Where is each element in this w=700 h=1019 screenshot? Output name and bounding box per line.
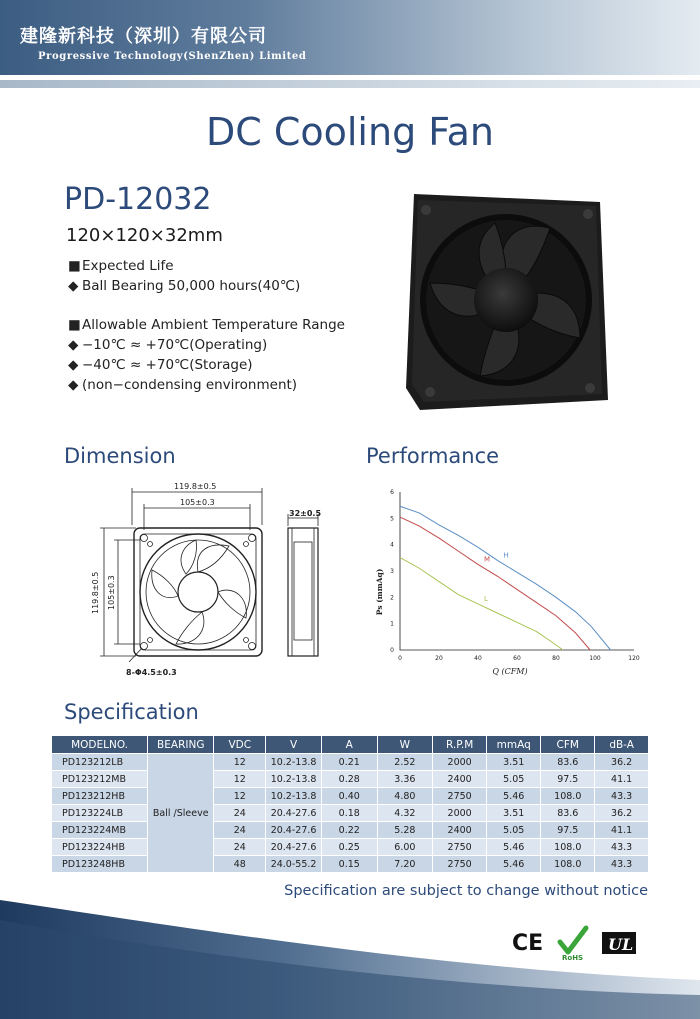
x-tick-label: 100 [589,655,601,662]
col-header-a: A [321,736,377,754]
cell-rpm: 2750 [433,788,487,805]
section-dimension: Dimension [64,444,176,468]
col-header-v: V [266,736,322,754]
cell-dba: 43.3 [595,856,649,873]
cell-model: PD123224HB [52,839,148,856]
cell-v: 10.2-13.8 [266,754,322,771]
diamond-bullet-icon: ◆ [68,337,79,353]
cell-model: PD123224MB [52,822,148,839]
y-tick-label: 3 [390,568,394,575]
table-row [52,822,649,839]
cell-vdc: 12 [214,771,266,788]
cell-dba: 41.1 [595,822,649,839]
series-label-L: L [484,594,488,603]
feature-text: (non−condensing environment) [82,377,298,393]
cell-w: 7.20 [377,856,433,873]
cell-vdc: 48 [214,856,266,873]
diamond-bullet-icon: ◆ [68,357,79,373]
dimension-drawing [84,480,334,680]
rohs-check-icon [560,928,586,952]
feature-item [68,357,253,373]
cell-a: 0.18 [321,805,377,822]
series-label-H: H [503,551,509,560]
col-header-dba: dB-A [595,736,649,754]
cell-cfm: 108.0 [541,839,595,856]
cell-model: PD123212LB [52,754,148,771]
cell-dba: 36.2 [595,754,649,771]
header-divider [0,80,700,88]
ce-mark-icon: CE [512,931,544,956]
feature-item [68,337,267,353]
y-tick-label: 0 [390,647,394,654]
col-header-cfm: CFM [541,736,595,754]
cell-w: 3.36 [377,771,433,788]
y-tick-label: 6 [390,489,394,496]
cell-rpm: 2750 [433,856,487,873]
cell-vdc: 24 [214,822,266,839]
cell-rpm: 2000 [433,805,487,822]
chart-axes [400,492,634,650]
series-label-M: M [484,555,491,564]
table-row [52,754,649,771]
x-tick-label: 40 [474,655,482,662]
diamond-bullet-icon: ◆ [68,377,79,393]
cell-a: 0.22 [321,822,377,839]
y-tick-label: 1 [390,620,394,628]
dim-outer-width: 119.8±0.5 [174,482,217,491]
table-row [52,771,649,788]
cell-w: 2.52 [377,754,433,771]
cell-model: PD123248HB [52,856,148,873]
cell-mmaq: 5.46 [487,788,541,805]
feature-text: Allowable Ambient Temperature Range [82,317,345,333]
cell-cfm: 108.0 [541,856,595,873]
col-header-model: MODELNO. [52,736,148,754]
dim-hole-spacing-v: 105±0.3 [107,575,116,610]
cell-cfm: 97.5 [541,771,595,788]
y-tick-label: 4 [390,541,394,549]
chart-y-label: Ps (mmAq) [375,568,384,616]
col-header-w: W [377,736,433,754]
cell-cfm: 108.0 [541,788,595,805]
cell-w: 5.28 [377,822,433,839]
cell-vdc: 24 [214,839,266,856]
cell-mmaq: 3.51 [487,754,541,771]
dim-hole-spacing: 105±0.3 [180,498,215,507]
cell-w: 6.00 [377,839,433,856]
cell-dba: 43.3 [595,788,649,805]
rohs-label: RoHS [562,954,584,962]
cell-vdc: 12 [214,788,266,805]
section-performance: Performance [366,444,500,468]
cell-rpm: 2750 [433,839,487,856]
performance-chart [364,482,654,682]
cell-vdc: 24 [214,805,266,822]
cell-model: PD123212MB [52,771,148,788]
cell-v: 24.0-55.2 [266,856,322,873]
dim-outer-height: 119.8±0.5 [91,571,100,614]
cell-a: 0.15 [321,856,377,873]
y-tick-label: 5 [390,515,394,523]
square-bullet-icon: ■ [68,317,81,333]
product-size: 120×120×32mm [66,225,223,246]
cell-dba: 43.3 [595,839,649,856]
company-name-en: Progressive Technology(ShenZhen) Limited [38,51,307,62]
feature-item [68,377,297,393]
table-row [52,856,649,873]
cell-v: 10.2-13.8 [266,771,322,788]
col-header-bearing: BEARING [148,736,214,754]
table-row [52,788,649,805]
x-tick-label: 0 [398,655,402,662]
fan-photo [400,188,612,412]
cell-mmaq: 5.05 [487,822,541,839]
y-tick-label: 2 [390,594,394,602]
cell-v: 10.2-13.8 [266,788,322,805]
product-model: PD-12032 [64,182,212,217]
feature-item [68,258,174,274]
col-header-rpm: R.P.M [433,736,487,754]
col-header-vdc: VDC [214,736,266,754]
spec-table [51,735,649,873]
cell-mmaq: 3.51 [487,805,541,822]
series-line-H [400,506,611,650]
col-header-mmaq: mmAq [487,736,541,754]
spec-notice: Specification are subject to change without notice [284,883,648,899]
certification-logos [512,922,648,962]
feature-text: Ball Bearing 50,000 hours(40℃) [82,278,301,294]
cell-mmaq: 5.46 [487,856,541,873]
cell-v: 20.4-27.6 [266,805,322,822]
feature-item [68,278,300,294]
cell-rpm: 2000 [433,754,487,771]
header-banner [0,0,700,75]
cell-a: 0.28 [321,771,377,788]
company-name-cn: 建隆新科技（深圳）有限公司 [20,26,267,47]
cell-mmaq: 5.46 [487,839,541,856]
cell-rpm: 2400 [433,771,487,788]
dim-thickness: 32±0.5 [289,509,322,518]
table-header-row [52,736,649,754]
diamond-bullet-icon: ◆ [68,278,79,294]
section-specification: Specification [64,700,199,724]
chart-x-label: Q (CFM) [492,667,528,676]
square-bullet-icon: ■ [68,258,81,274]
cell-w: 4.32 [377,805,433,822]
cell-a: 0.21 [321,754,377,771]
ul-mark-label: UL [608,935,634,954]
series-line-M [400,517,590,650]
table-row [52,839,649,856]
feature-text: −10℃ ≈ +70℃(Operating) [82,337,268,353]
cell-model: PD123224LB [52,805,148,822]
x-tick-label: 120 [628,655,640,662]
cell-rpm: 2400 [433,822,487,839]
cell-v: 20.4-27.6 [266,839,322,856]
page-title: DC Cooling Fan [205,110,495,154]
cell-w: 4.80 [377,788,433,805]
table-row [52,805,649,822]
cell-a: 0.25 [321,839,377,856]
cell-dba: 36.2 [595,805,649,822]
cell-dba: 41.1 [595,771,649,788]
cell-mmaq: 5.05 [487,771,541,788]
cell-v: 20.4-27.6 [266,822,322,839]
feature-text: −40℃ ≈ +70℃(Storage) [82,357,253,373]
x-tick-label: 80 [552,655,560,662]
cell-vdc: 12 [214,754,266,771]
feature-text: Expected Life [82,258,174,274]
feature-item [68,317,345,333]
x-tick-label: 60 [513,655,521,662]
cell-a: 0.40 [321,788,377,805]
cell-cfm: 83.6 [541,805,595,822]
cell-model: PD123212HB [52,788,148,805]
x-tick-label: 20 [435,655,443,662]
cell-cfm: 97.5 [541,822,595,839]
ul-mark-icon [602,932,636,954]
cell-bearing: Ball /Sleeve [148,754,214,873]
dim-holes: 8-Φ4.5±0.3 [126,668,177,677]
cell-cfm: 83.6 [541,754,595,771]
